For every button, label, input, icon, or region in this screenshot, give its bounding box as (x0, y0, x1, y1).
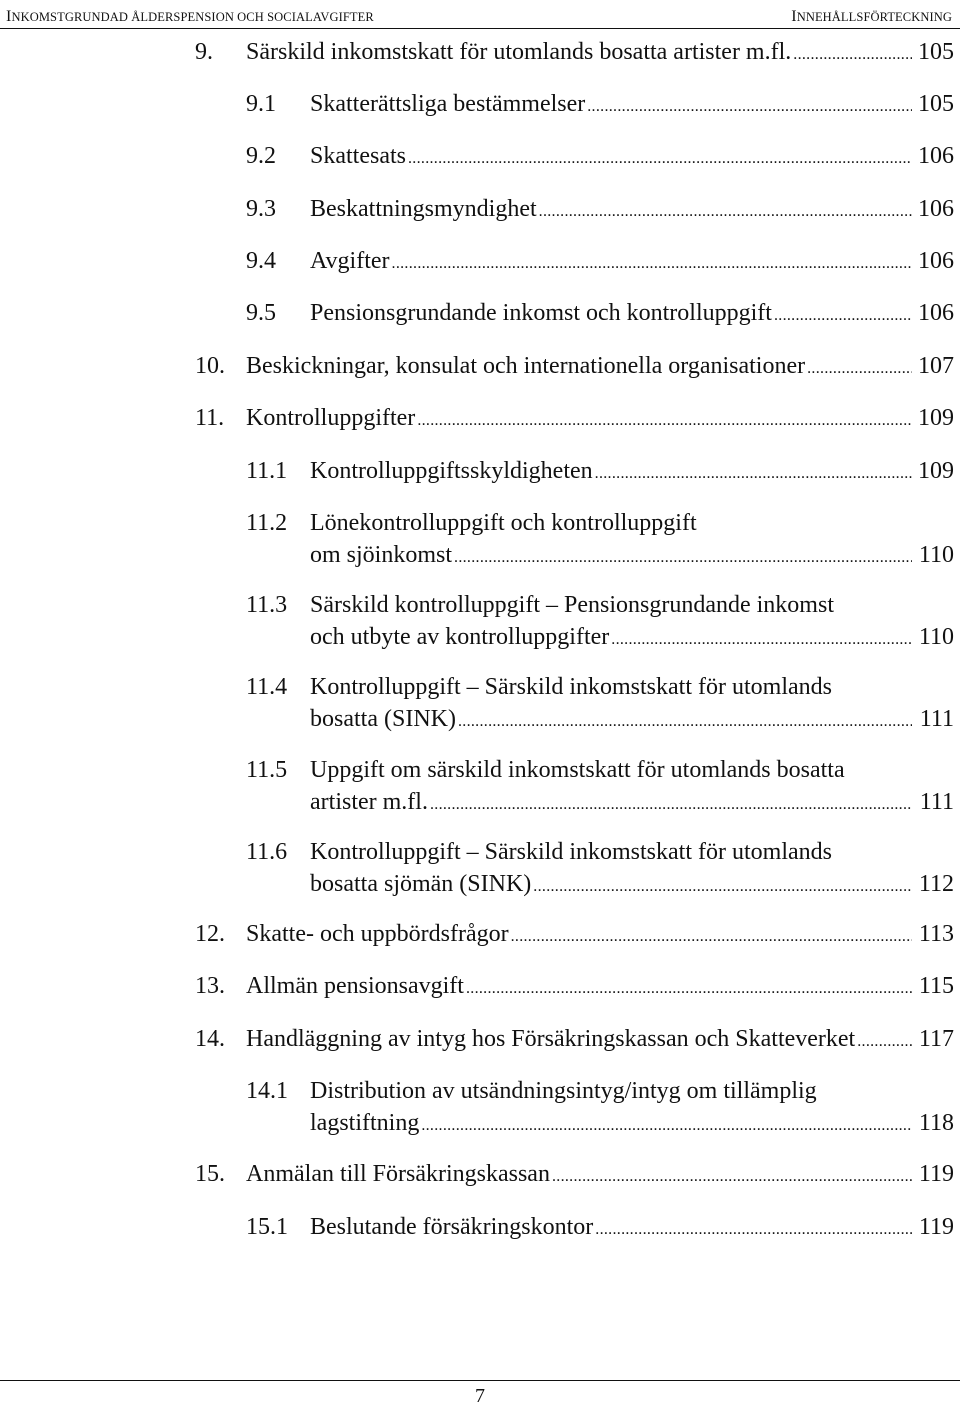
toc-entry-number: 15. (195, 1161, 225, 1187)
toc-leader-dots (552, 1161, 912, 1193)
toc-leader-dots (533, 871, 912, 903)
running-header-right (791, 8, 952, 26)
running-header-left (6, 8, 374, 26)
toc-leader-dots (430, 789, 912, 821)
toc-entry-number: 11.1 (246, 458, 288, 484)
toc-leader-dots (408, 143, 912, 175)
toc-entry-title: Distribution av utsändningsintyg/intyg om tillämplig (310, 1078, 817, 1104)
toc-entry-page: 106 (918, 300, 954, 326)
toc-entry-number: 9.4 (246, 248, 276, 274)
toc-leader-dots (587, 91, 912, 123)
toc-entry-number: 12. (195, 921, 225, 947)
toc-entry-number: 9.1 (246, 91, 276, 117)
toc-entry-page: 105 (918, 39, 954, 65)
toc-entry-page: 106 (918, 248, 954, 274)
running-header-left-initial: I (6, 8, 12, 25)
toc-entry-number: 14.1 (246, 1078, 288, 1104)
toc-leader-dots (458, 706, 912, 738)
toc-entry-title: Beskattningsmyndighet (310, 196, 537, 222)
toc-entry-title: Särskild kontrolluppgift – Pensionsgrundande inkomst (310, 592, 834, 618)
toc-entry-page: 111 (919, 706, 954, 732)
toc-entry-page: 112 (918, 871, 954, 897)
toc-leader-dots (807, 353, 912, 385)
toc-entry-page: 106 (918, 143, 954, 169)
toc-leader-dots (392, 248, 912, 280)
toc-entry-number: 11.2 (246, 510, 288, 536)
toc-entry-page: 110 (918, 542, 954, 568)
toc-entry-title: Beslutande försäkringskontor (310, 1214, 594, 1240)
toc-entry-number: 9.2 (246, 143, 276, 169)
toc-leader-dots (466, 973, 912, 1005)
toc-entry-title-cont: artister m.fl. (310, 789, 428, 815)
running-header-right-text: NNEHÅLLSFÖRTECKNING (796, 10, 952, 24)
toc-entry-title: Kontrolluppgiftsskyldigheten (310, 458, 593, 484)
toc-entry-page: 115 (918, 973, 954, 999)
toc-entry-title-cont: bosatta (SINK) (310, 706, 456, 732)
toc-entry-title: Avgifter (310, 248, 390, 274)
toc-leader-dots (417, 405, 912, 437)
toc-entry-page: 107 (918, 353, 954, 379)
toc-entry-page: 117 (918, 1026, 954, 1052)
toc-leader-dots (793, 39, 912, 71)
toc-entry-title: Skattesats (310, 143, 406, 169)
toc-leader-dots (595, 458, 912, 490)
toc-entry-page: 109 (918, 405, 954, 431)
toc-entry-title: Anmälan till Försäkringskassan (246, 1161, 550, 1187)
page-number: 7 (475, 1385, 485, 1407)
toc-entry-number: 10. (195, 353, 225, 379)
toc-leader-dots (539, 196, 912, 228)
toc-leader-dots (595, 1214, 912, 1246)
toc-entry-number: 9.3 (246, 196, 276, 222)
toc-entry-number: 9.5 (246, 300, 276, 326)
toc-entry-title: Kontrolluppgift – Särskild inkomstskatt för utomlands (310, 674, 832, 700)
toc-leader-dots (511, 921, 912, 953)
toc-entry-number: 14. (195, 1026, 225, 1052)
toc-entry-title-cont: bosatta sjömän (SINK) (310, 871, 532, 897)
toc-entry-page: 106 (918, 196, 954, 222)
toc-entry-number: 11.5 (246, 757, 288, 783)
toc-entry-number: 11. (195, 405, 225, 431)
toc-entry-page: 111 (919, 789, 954, 815)
toc-leader-dots (857, 1026, 912, 1058)
toc-entry-number: 13. (195, 973, 225, 999)
toc-entry-page: 113 (918, 921, 954, 947)
toc-entry-page: 110 (918, 624, 954, 650)
toc-leader-dots (454, 542, 912, 574)
toc-entry-page: 119 (918, 1161, 954, 1187)
header-rule (0, 28, 960, 29)
running-header (6, 2, 952, 26)
toc-entry-title: Kontrolluppgift – Särskild inkomstskatt för utomlands (310, 839, 832, 865)
toc-entry-title: Pensionsgrundande inkomst och kontrolluppgift (310, 300, 772, 326)
toc-entry-title: Lönekontrolluppgift och kontrolluppgift (310, 510, 697, 536)
running-header-left-text: NKOMSTGRUNDAD ÅLDERSPENSION OCH SOCIALAVGIFTER (11, 10, 374, 24)
toc-leader-dots (774, 300, 912, 332)
toc-entry-title: Särskild inkomstskatt för utomlands bosatta artister m.fl. (246, 39, 792, 65)
toc-entry-page: 109 (918, 458, 954, 484)
toc-entry-number: 11.6 (246, 839, 288, 865)
toc-leader-dots (421, 1110, 912, 1142)
toc-entry-page: 105 (918, 91, 954, 117)
toc-entry-title: Skatte- och uppbördsfrågor (246, 921, 509, 947)
toc-entry-title: Skatterättsliga bestämmelser (310, 91, 586, 117)
toc-leader-dots (611, 624, 912, 656)
running-header-right-initial: I (791, 8, 797, 25)
toc-entry-number: 9. (195, 39, 213, 65)
toc-entry-number: 11.3 (246, 592, 288, 618)
toc-entry-page: 118 (918, 1110, 954, 1136)
toc-entry-title: Handläggning av intyg hos Försäkringskassan och Skatteverket (246, 1026, 856, 1052)
toc-entry-title: Kontrolluppgifter (246, 405, 416, 431)
toc-entry-number: 11.4 (246, 674, 288, 700)
toc-entry-title: Beskickningar, konsulat och internationella organisationer (246, 353, 806, 379)
toc-entry-title-cont: och utbyte av kontrolluppgifter (310, 624, 610, 650)
toc-entry-number: 15.1 (246, 1214, 288, 1240)
toc-entry-title-cont: om sjöinkomst (310, 542, 453, 568)
toc-entry-page: 119 (918, 1214, 954, 1240)
toc-entry-title: Allmän pensionsavgift (246, 973, 464, 999)
footer-rule (0, 1380, 960, 1381)
toc-entry-title-cont: lagstiftning (310, 1110, 420, 1136)
toc-entry-title: Uppgift om särskild inkomstskatt för utomlands bosatta (310, 757, 845, 783)
